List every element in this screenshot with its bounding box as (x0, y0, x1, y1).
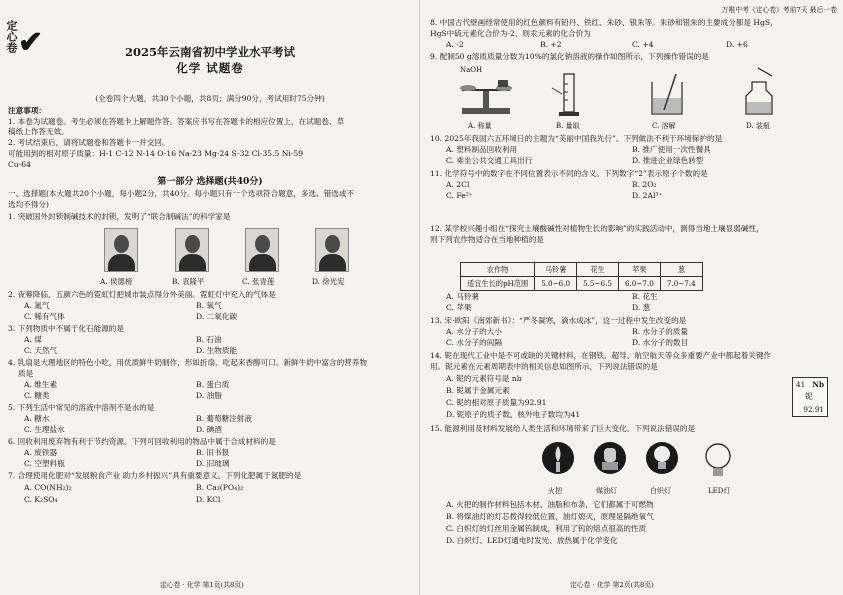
reagent-bottle-icon (738, 66, 782, 118)
led-bulb-icon (706, 444, 730, 476)
section-1-intro: 一、选择题(本大题共20个小题，每小题2分，共40分。每小题只有一个选项符合题意，多选、错选或不 (8, 189, 355, 198)
option-d: D. 二氧化碳 (196, 312, 238, 321)
portrait-image (175, 228, 209, 272)
table-header: 农作物 (461, 263, 535, 277)
portrait-image (315, 228, 349, 272)
question-11: 11. 化学符号中的数字在不同位置表示不同的含义。下列数字“2”表示原子个数的是 (430, 169, 708, 178)
image-label: 火把 (548, 487, 562, 495)
question-3: 3. 下列物质中不属于化石能源的是 (8, 324, 124, 333)
atomic-number: 41 (796, 380, 806, 389)
exam-title: 2025年云南省初中学业水平考试 (124, 45, 295, 59)
light-sources-illustration (540, 438, 750, 484)
option-c: C. K₂SO₄ (24, 495, 58, 504)
option-a: A. 糖水 (24, 414, 50, 423)
table-cell: 6.0~7.0 (618, 277, 660, 291)
option-a: A. 废铁器 (24, 448, 58, 457)
exam-info: (全卷四个大题，共30个小题，共8页；满分90分，考试用时75分钟) (95, 94, 325, 103)
option-c: C. 乘坐公共交通工具出行 (446, 156, 533, 165)
option-c: C. 苹果 (446, 303, 472, 312)
question-5: 5. 下列生活中常见的溶液中溶剂不是水的是 (8, 403, 155, 412)
option-a: A. 塑料制品回收利用 (446, 145, 518, 154)
option-a: A. 煤 (24, 335, 42, 344)
graduated-cylinder-icon (550, 70, 590, 118)
exam-subtitle: 化学 试题卷 (176, 61, 244, 75)
option-d: D. 白炽灯、LED灯通电时发光、放热属于化学变化 (446, 536, 618, 545)
section-1-intro: 选均不得分) (8, 200, 49, 209)
option-b: B. 蛋白质 (196, 380, 230, 389)
option-a: A. 2Cl (446, 180, 470, 189)
question-1: 1. 突破国外封锁制碱技术的封锁，发明了“联合制碱法”的科学家是 (8, 212, 231, 221)
option-b: B. 花生 (632, 292, 658, 301)
option-b: B. 袁隆平 (172, 277, 205, 286)
option-d: D. 葱 (632, 303, 651, 312)
note-line: 1. 本卷为试题卷。考生必须在答题卡上解题作答。答案应书写在答题卡的相应位置上，在试题卷、草 (8, 117, 345, 126)
reagent-label: NaOH (460, 66, 483, 74)
option-d: D. 徐光宪 (312, 277, 345, 286)
option-b: B. +2 (540, 40, 562, 49)
option-d: D. 生物质能 (196, 346, 238, 355)
option-d: D. 碘酒 (196, 425, 222, 434)
apparatus-label-d: D. 装瓶 (746, 122, 770, 130)
option-a: A. -2 (446, 40, 464, 49)
kerosene-lamp-icon (594, 442, 626, 474)
option-b: B. 旧书报 (196, 448, 230, 457)
option-c: C. 铌的相对原子质量为92.91 (446, 398, 547, 407)
option-a: A. 马铃薯 (446, 292, 480, 301)
option-d: D. KCl (196, 495, 221, 504)
question-14-cont: 用。铌元素在元素周期表中的相关信息如图所示，下列说法错误的是 (430, 362, 658, 371)
option-d: D. 推进企业绿色转型 (632, 156, 704, 165)
running-header: 万唯中考《定心卷》考前7天 最后一卷 (721, 6, 837, 14)
option-d: D. 油脂 (196, 391, 222, 400)
option-c: C. 糖类 (24, 391, 50, 400)
image-label: 煤油灯 (596, 487, 617, 495)
apparatus-label-b: B. 量取 (556, 122, 580, 130)
option-a: A. 火把的制作材料包括木材、油脂和布条，它们都属于可燃物 (446, 500, 654, 509)
option-c: C. +4 (632, 40, 654, 49)
option-c: C. Fe²⁺ (446, 191, 473, 200)
table-row (461, 263, 703, 277)
option-c: C. 稀有气体 (24, 312, 65, 321)
beaker-icon (646, 72, 690, 118)
right-page (420, 0, 843, 595)
stamp-text: 定心卷 (5, 20, 18, 53)
question-8: 8. 中国古代壁画经常使用的红色颜料有铅丹、铁红、朱砂、银朱等。朱砂和银朱的主要成分都是 HgS， (430, 18, 778, 27)
note-line: 2. 考试结束后，请将试题卷和答题卡一并交回。 (8, 138, 170, 147)
question-12-cont: 则下列农作物适合在当地种植的是 (430, 235, 544, 244)
table-cell: 5.0~6.0 (535, 277, 577, 291)
question-2: 2. 夜幕降临，五颜六色的霓虹灯把城市装点得分外美丽。霓虹灯中充入的气体是 (8, 290, 276, 299)
option-d: D. 水分子的数目 (632, 338, 689, 347)
question-13: 13. 宋·欧阳《南郊新书》：“严冬凝寒，滴水成冰”，这一过程中发生改变的是 (430, 316, 687, 325)
element-symbol: Nb (812, 380, 824, 389)
torch-icon (542, 442, 574, 474)
option-c: C. 空塑料瓶 (24, 459, 65, 468)
question-14: 14. 铌在现代工业中是不可或缺的关键材料，在钢铁、超导、航空航天等众多重要产业中都起着关键作 (430, 351, 772, 360)
apparatus-label-c: C. 溶解 (652, 122, 676, 130)
option-a: A. 维生素 (24, 380, 58, 389)
page-footer: 定心卷 · 化学 第2页(共8页) (570, 581, 654, 589)
table-cell: 7.0~7.4 (660, 277, 702, 291)
question-8-cont: HgS中硫元素化合价为-2，则汞元素的化合价为 (430, 29, 591, 38)
portrait-image (245, 228, 279, 272)
table-cell: 适宜生长的pH范围 (461, 277, 535, 291)
question-7: 7. 合理使用化肥对“发展粮食产业 助力乡村振兴”具有重要意义。下列化肥属于氮肥的是 (8, 471, 302, 480)
table-header: 马铃薯 (535, 263, 577, 277)
option-a: A. 侯德榜 (100, 277, 133, 286)
atomic-mass: 92.91 (803, 405, 824, 414)
option-c: C. 天然气 (24, 346, 58, 355)
table-header: 花生 (577, 263, 619, 277)
element-name: 铌 (805, 392, 813, 401)
incandescent-bulb-icon (646, 442, 678, 474)
option-b: B. 将煤油灯的灯芯拨得较低位置，油灯熄灭，原理是隔绝氧气 (446, 512, 654, 521)
option-b: B. 氧气 (196, 301, 222, 310)
note-line: 稿纸上作答无效。 (8, 127, 69, 136)
option-a: A. 氮气 (24, 301, 50, 310)
option-d: D. 2Al³⁺ (632, 191, 663, 200)
table-header: 葱 (660, 263, 702, 277)
option-c: C. 白炽灯的灯丝用金属钨制成，利用了钨的熔点很高的性质 (446, 524, 647, 533)
section-1-title: 第一部分 选择题(共40分) (157, 177, 263, 187)
option-c: C. 生理盐水 (24, 425, 65, 434)
option-b: B. Ca₃(PO₄)₂ (196, 483, 244, 492)
option-b: B. 石油 (196, 335, 222, 344)
atomic-masses: 可能用到的相对原子质量：H-1 C-12 N-14 O-16 Na-23 Mg-24 S-32 Cl-35.5 Ni-59 (8, 149, 304, 158)
image-label: 白炽灯 (650, 487, 671, 495)
periodic-table-cell (792, 377, 828, 417)
left-page (0, 0, 420, 595)
option-d: D. 旧玻璃 (196, 459, 230, 468)
option-b: B. 水分子的质量 (632, 327, 688, 336)
option-b: B. 铌属于金属元素 (446, 386, 510, 395)
question-12: 12. 某学校兴趣小组在“探究土壤酸碱性对植物生长的影响”的实践活动中，测得当地土壤显弱碱性， (430, 224, 764, 233)
question-15: 15. 能源利用及材料发展给人类生活和环境带来了巨大变化。下列说法错误的是 (430, 424, 696, 433)
table-row (461, 277, 703, 291)
option-d: D. 铌原子的质子数、核外电子数均为41 (446, 410, 581, 419)
atomic-masses-cont: Cu-64 (8, 160, 31, 169)
option-a: A. 水分子的大小 (446, 327, 502, 336)
option-b: B. 2O₂ (632, 180, 657, 189)
option-a: A. 铌的元素符号是 nb (446, 374, 522, 383)
image-label: LED灯 (708, 487, 731, 495)
table-header: 苹果 (618, 263, 660, 277)
table-cell: 5.5~6.5 (577, 277, 619, 291)
question-10: 10. 2025年我国六五环境日的主题为“美丽中国我先行”。下列做法不利于环境保护的是 (430, 134, 723, 143)
checkmark-icon: ✔ (18, 25, 44, 60)
option-a: A. CO(NH₂)₂ (24, 483, 72, 492)
option-b: B. 葡萄糖注射液 (196, 414, 252, 423)
question-4-cont: 质是 (18, 369, 34, 378)
portrait-image (104, 228, 138, 272)
page-footer: 定心卷 · 化学 第1页(共8页) (160, 581, 244, 589)
option-c: C. 张青莲 (242, 277, 275, 286)
balance-icon (456, 74, 516, 118)
option-c: C. 水分子的间隔 (446, 338, 502, 347)
ph-range-table (460, 262, 703, 291)
question-6: 6. 回收利用废弃物有利于节约资源。下列可回收利用的物品中属于合成材料的是 (8, 437, 276, 446)
option-b: B. 推广使用一次性餐具 (632, 145, 711, 154)
apparatus-label-a: A. 称量 (468, 122, 492, 130)
question-9: 9. 配制50 g溶质质量分数为10%的氯化钠溶液的操作如图所示，下列操作错误的是 (430, 52, 709, 61)
notes-title: 注意事项： (8, 106, 46, 115)
question-4: 4. 乳扇是大理地区的特色小吃，用优质鲜牛奶制作，形如折扇、吃起来香醇可口。新鲜牛奶中富含的营养物 (8, 358, 367, 367)
option-d: D. +6 (726, 40, 748, 49)
